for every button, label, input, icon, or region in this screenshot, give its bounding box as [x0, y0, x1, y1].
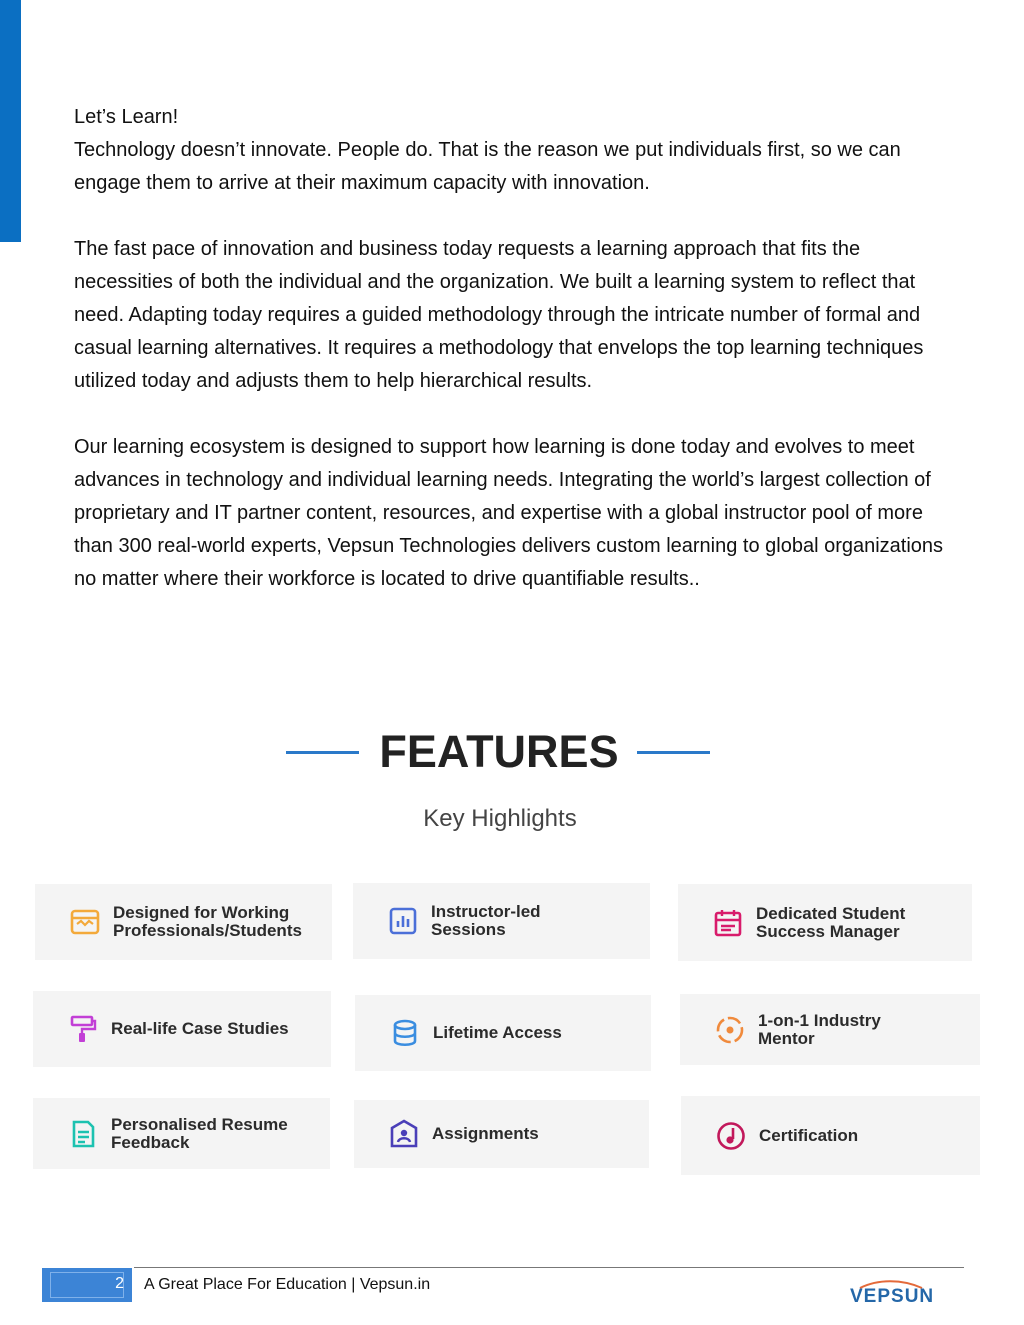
feature-card-success-manager — [678, 884, 972, 961]
footer-text: A Great Place For Education | Vepsun.in — [144, 1276, 431, 1293]
feature-card-assignments — [354, 1100, 649, 1168]
vepsun-logo — [850, 1280, 935, 1310]
feature-label: Personalised Resume Feedback — [111, 1114, 288, 1152]
feature-card-working-professionals — [35, 884, 332, 960]
footer-rule — [134, 1267, 964, 1268]
paint-roller-icon — [67, 1013, 99, 1045]
feature-label: Instructor-led Sessions — [431, 902, 541, 939]
feature-card-case-studies — [33, 991, 331, 1067]
feature-label: Assignments — [432, 1124, 539, 1143]
features-header — [0, 722, 1000, 782]
body-text — [74, 101, 954, 629]
bar-chart-icon — [387, 905, 419, 937]
feature-card-instructor-led — [353, 883, 650, 959]
feature-label: Lifetime Access — [433, 1023, 562, 1042]
target-icon — [714, 1014, 746, 1046]
ecosystem-paragraph: Our learning ecosystem is designed to support how learning is done today and evolves to meet advances in technology and individual learning needs. Integrating the world’s largest collection of proprietary and IT partner content, resources, and expertise with a global instructor pool of more than 300 real-world experts, Vepsun Technologies delivers custom learning to global organizations no matter where their workforce is located to drive quantifiable results.. — [74, 436, 944, 590]
calendar-icon — [712, 907, 744, 939]
feature-label: Certification — [759, 1125, 859, 1145]
features-subtitle: Key Highlights — [423, 805, 577, 832]
page-number-box — [42, 1268, 132, 1302]
feature-label: 1-on-1 Industry Mentor — [758, 1010, 881, 1048]
features-title: FEATURES — [379, 726, 619, 777]
intro-paragraph: Technology doesn’t innovate. People do. That is the reason we put individuals first, so we can engage them to arrive at their maximum capacity with innovation. — [74, 139, 901, 194]
feature-label: Dedicated Student Success Manager — [756, 903, 906, 941]
intro-heading: Let’s Learn! — [74, 106, 179, 128]
browser-window-icon — [69, 906, 101, 938]
features-left-rule — [286, 751, 359, 754]
music-note-circle-icon — [715, 1120, 747, 1152]
approach-paragraph: The fast pace of innovation and business today requests a learning approach that fits the necessities of both the individual and the organization. We built a learning system to reflect that need. Adapting today requires a guided methodology through the intricate number of formal and casual learning alternatives. It requires a methodology that envelops the top learning techniques utilized today and adjusts them to help hierarchical results. — [74, 238, 924, 392]
feature-card-certification — [681, 1096, 980, 1175]
document-icon — [67, 1118, 99, 1150]
feature-label: Designed for Working Professionals/Students — [113, 903, 302, 940]
left-accent-bar — [0, 0, 21, 242]
logo-text: VEPSUN — [850, 1286, 935, 1307]
feature-card-industry-mentor — [680, 994, 980, 1065]
features-right-rule — [637, 751, 710, 754]
database-icon — [389, 1017, 421, 1049]
feature-label: Real-life Case Studies — [111, 1019, 289, 1038]
feature-card-resume-feedback — [33, 1098, 330, 1169]
page-number: 2 — [115, 1275, 124, 1292]
clipboard-user-icon — [388, 1118, 420, 1150]
feature-card-lifetime-access — [355, 995, 651, 1071]
